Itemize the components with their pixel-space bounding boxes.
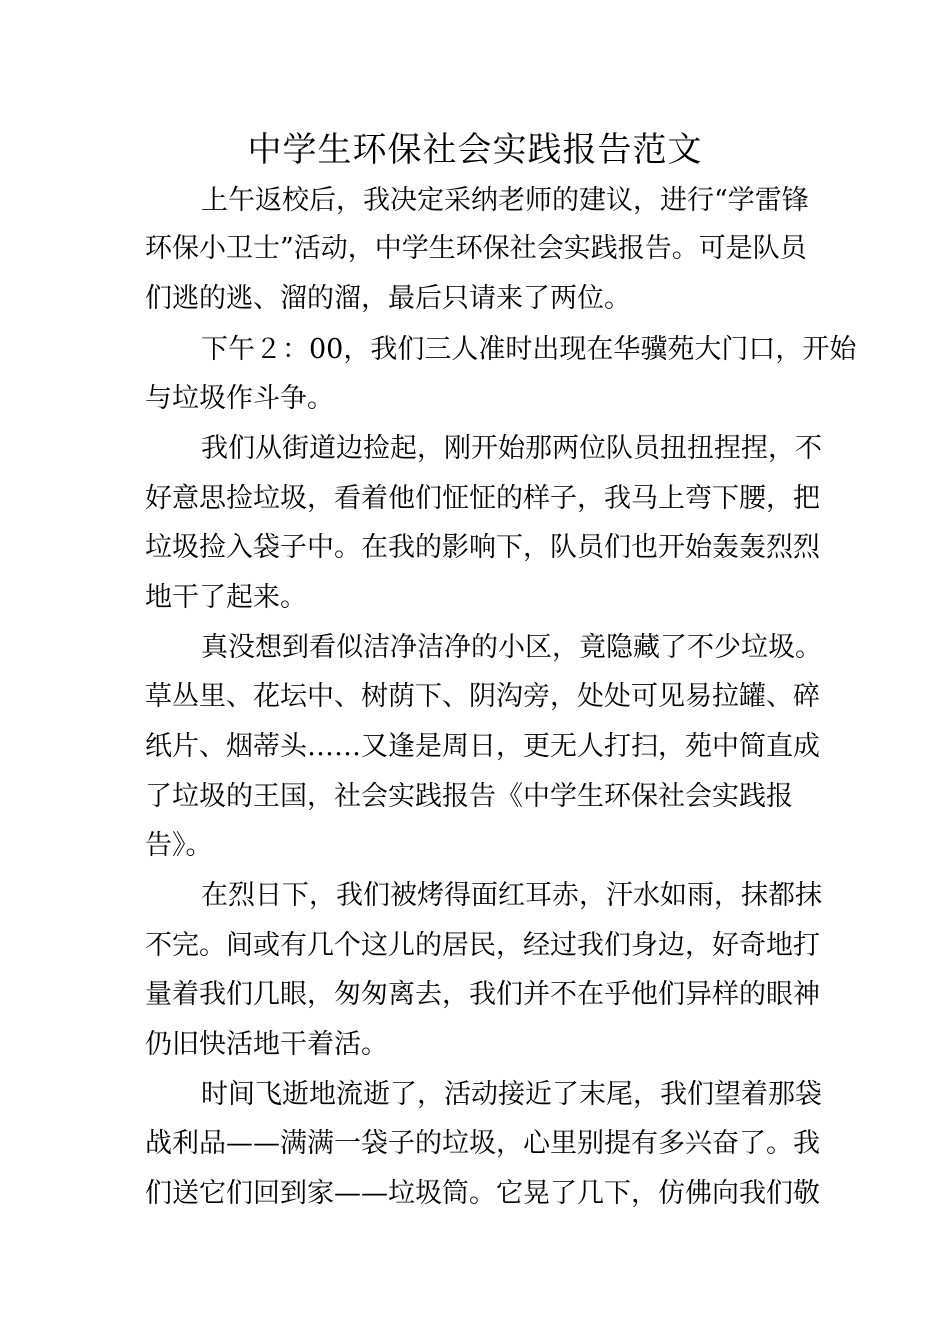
paragraph-5-line-4: 仍旧快活地干着活。 [145,1029,388,1060]
paragraph-3-line-2: 好意思捡垃圾，看着他们怔怔的样子，我马上弯下腰，把 [145,483,820,514]
paragraph-1-line-3: 们逃的逃、溜的溜，最后只请来了两位。 [145,283,631,314]
paragraph-4-line-1: 真没想到看似洁净洁净的小区，竟隐藏了不少垃圾。 [201,632,822,663]
paragraph-1-line-2: 环保小卫士”活动，中学生环保社会实践报告。可是队员 [145,233,807,264]
paragraph-5-line-2: 不完。间或有几个这儿的居民，经过我们身边，好奇地打 [145,930,820,961]
paragraph-2-line-1: 下午２：00，我们三人准时出现在华骥苑大门口，开始 [201,334,857,365]
paragraph-5-line-3: 量着我们几眼，匆匆离去，我们并不在乎他们异样的眼神 [145,979,820,1010]
paragraph-4-line-5: 告》。 [145,830,213,861]
paragraph-4-line-3: 纸片、烟蒂头……又逢是周日，更无人打扫，苑中简直成 [145,731,820,762]
paragraph-5-line-1: 在烈日下，我们被烤得面红耳赤，汗水如雨，抹都抹 [201,880,822,911]
paragraph-2-line-2: 与垃圾作斗争。 [145,383,334,414]
paragraph-3-line-3: 垃圾捡入袋子中。在我的影响下，队员们也开始轰轰烈烈 [145,532,820,563]
paragraph-1-line-1: 上午返校后，我决定采纳老师的建议，进行“学雷锋 [201,185,809,216]
paragraph-3-line-1: 我们从街道边捡起，刚开始那两位队员扭扭捏捏，不 [201,433,822,464]
document-title: 中学生环保社会实践报告范文 [247,130,703,170]
paragraph-3-line-4: 地干了起来。 [145,582,307,613]
paragraph-4-line-4: 了垃圾的王国，社会实践报告《中学生环保社会实践报 [145,781,793,812]
paragraph-4-line-2: 草丛里、花坛中、树荫下、阴沟旁，处处可见易拉罐、碎 [145,681,820,712]
paragraph-6-line-2: 战利品——满满一袋子的垃圾，心里别提有多兴奋了。我 [145,1128,820,1159]
paragraph-6-line-3: 们送它们回到家——垃圾筒。它晃了几下，仿佛向我们敬 [145,1178,820,1209]
paragraph-6-line-1: 时间飞逝地流逝了，活动接近了末尾，我们望着那袋 [201,1079,822,1110]
